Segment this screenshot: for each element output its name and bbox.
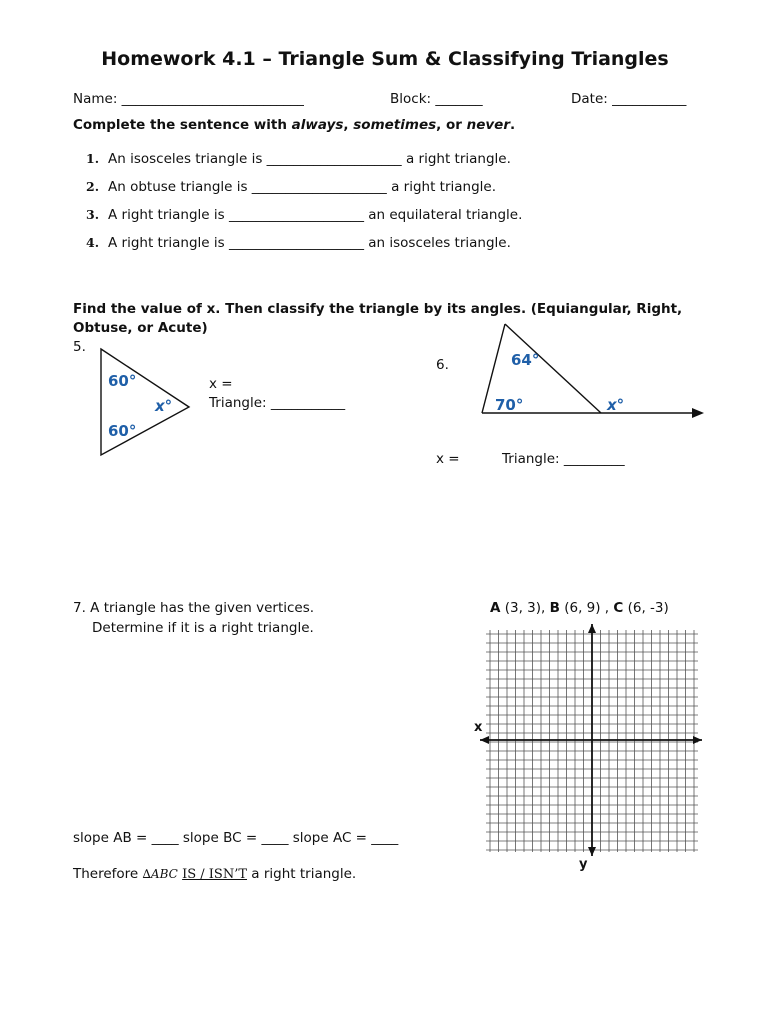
vertex-b-label: B — [549, 600, 560, 616]
triangle-5-figure — [95, 345, 195, 460]
word-sometimes: sometimes — [353, 117, 437, 133]
section1-instructions — [73, 117, 515, 133]
question-text: An isosceles triangle is ____________________ a right triangle. — [108, 151, 511, 167]
block-field[interactable]: Block: _______ — [390, 91, 483, 107]
triangle-abc-symbol: ∆ABC — [142, 867, 178, 881]
question-number: 1. — [86, 151, 100, 166]
question-number: 3. — [86, 207, 100, 222]
instr-prefix: Complete the sentence with — [73, 117, 292, 133]
section2-instructions-line1: Find the value of x. Then classify the triangle by its angles. (Equiangular, Right, — [73, 301, 683, 317]
problem-5-triangle-answer[interactable]: Triangle: ___________ — [209, 395, 346, 411]
question-4 — [86, 235, 511, 251]
question-number: 2. — [86, 179, 100, 194]
angle-top-label: 60° — [108, 372, 137, 390]
instr-sep2: , or — [436, 117, 467, 133]
date-field[interactable]: Date: ___________ — [571, 91, 687, 107]
problem-5-number: 5. — [73, 339, 86, 355]
arrow-left-icon — [480, 736, 489, 744]
coordinate-grid[interactable] — [470, 620, 710, 875]
problem-6-number: 6. — [436, 357, 449, 373]
angle-x-label: x° — [155, 397, 173, 415]
question-3 — [86, 207, 522, 223]
therefore-text: Therefore — [73, 866, 143, 882]
instr-end: . — [510, 117, 516, 133]
vertex-a-coords: (3, 3), — [500, 600, 550, 616]
question-1 — [86, 151, 511, 167]
problem-5-x-answer[interactable]: x = — [209, 376, 233, 392]
name-field[interactable]: Name: ___________________________ — [73, 91, 304, 107]
angle-bottom-label: 60° — [108, 422, 137, 440]
instr-sep1: , — [343, 117, 354, 133]
slopes-line[interactable]: slope AB = ____ slope BC = ____ slope AC = ____ — [73, 830, 399, 846]
problem-6-x-answer[interactable]: x = — [436, 451, 460, 467]
question-text: A right triangle is ____________________ an isosceles triangle. — [108, 235, 511, 251]
angle-left-label: 70° — [495, 396, 524, 414]
arrow-up-icon — [588, 624, 596, 633]
vertex-c-coords: (6, -3) — [623, 600, 669, 616]
angle-top-label: 64° — [511, 351, 540, 369]
word-never: never — [466, 117, 510, 133]
question-2 — [86, 179, 496, 195]
y-axis-label: y — [579, 857, 588, 872]
conclusion-text: a right triangle. — [247, 866, 357, 882]
arrow-right-icon — [693, 736, 702, 744]
section2-instructions-line2: Obtuse, or Acute) — [73, 320, 208, 336]
arrow-down-icon — [588, 847, 596, 856]
question-number: 4. — [86, 235, 100, 250]
is-isnt-choice[interactable]: IS / ISN’T — [182, 867, 248, 882]
question-text: A right triangle is ____________________ an equilateral triangle. — [108, 207, 523, 223]
question-7-line1: 7. A triangle has the given vertices. — [73, 600, 315, 616]
question-text: An obtuse triangle is ____________________ a right triangle. — [108, 179, 497, 195]
angle-x-label: x° — [607, 396, 625, 414]
vertex-b-coords: (6, 9) , — [559, 600, 614, 616]
arrow-icon — [692, 408, 704, 418]
vertex-c-label: C — [613, 600, 624, 616]
conclusion-line — [73, 866, 356, 882]
word-always: always — [291, 117, 344, 133]
vertex-list — [490, 600, 669, 616]
vertex-a-label: A — [490, 600, 501, 616]
triangle-6-figure — [478, 318, 708, 423]
x-axis-label: x — [474, 720, 483, 735]
problem-6-triangle-answer[interactable]: Triangle: _________ — [502, 451, 625, 467]
question-7-line2: Determine if it is a right triangle. — [92, 620, 314, 636]
page-title: Homework 4.1 – Triangle Sum & Classifying Triangles — [101, 48, 669, 70]
